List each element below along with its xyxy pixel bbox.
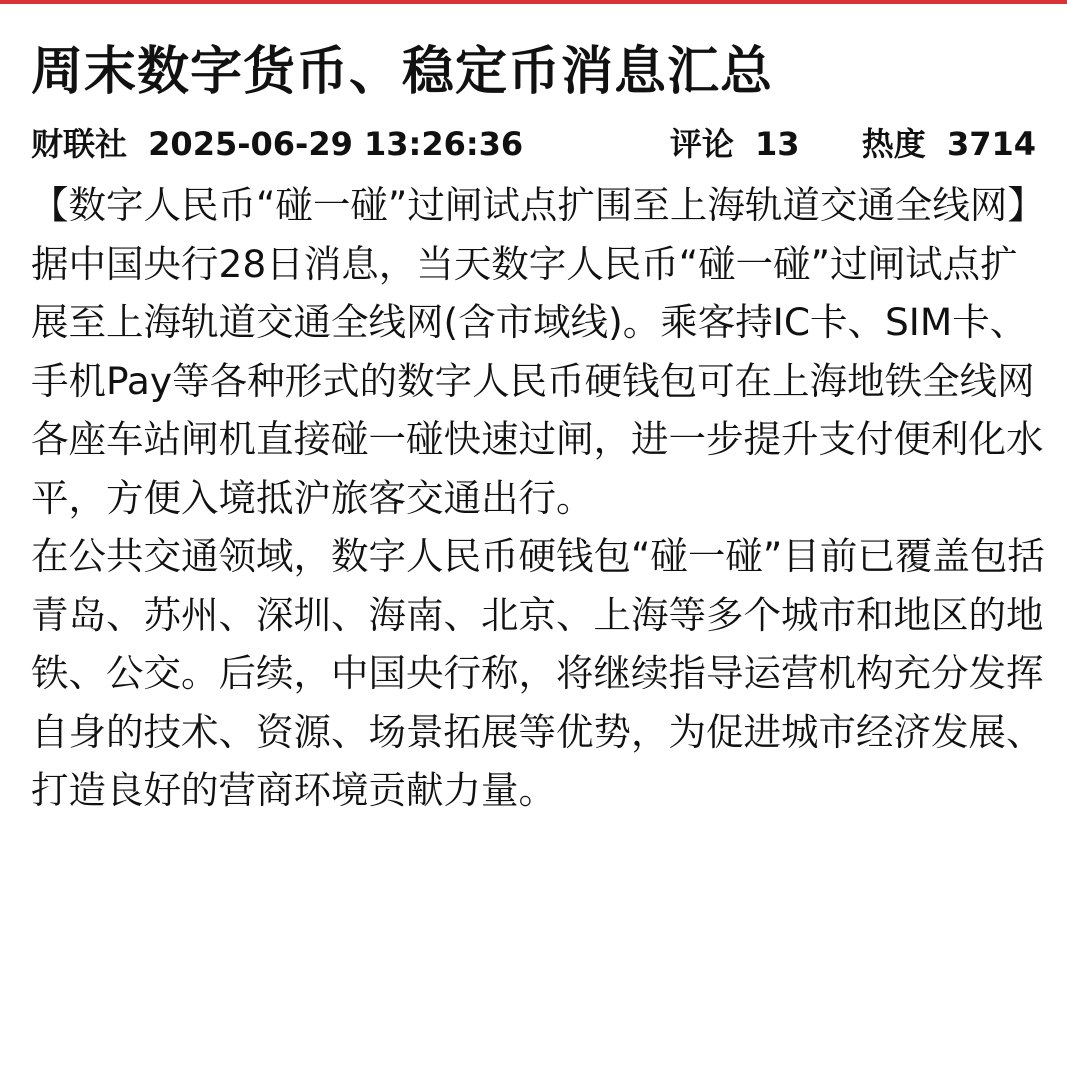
comments-label[interactable]: 评论 (669, 125, 734, 163)
meta-stats (670, 119, 1046, 165)
heat-label: 热度 (861, 125, 926, 163)
comments-count[interactable]: 13 (754, 125, 800, 163)
top-accent-bar (0, 0, 1067, 4)
meta-source-time (31, 119, 533, 165)
paragraph-headline: 【数字人民币“碰一碰”过闸试点扩围至上海轨道交通全线网】 (31, 183, 1045, 227)
article-title: 周末数字货币、稳定币消息汇总 (31, 42, 774, 102)
article-body (31, 176, 1046, 820)
article (31, 30, 1046, 820)
heat-count: 3714 (946, 125, 1036, 163)
paragraph: 据中国央行28日消息，当天数字人民币“碰一碰”过闸试点扩展至上海轨道交通全线网(含市域线)。乘客持IC卡、SIM卡、手机Pay等各种形式的数字人民币硬钱包可在上海地铁全线网各座车站闸机直接碰一碰快速过闸，进一步提升支付便利化水平，方便入境抵沪旅客交通出行。 (31, 241, 1044, 520)
publish-datetime: 2025-06-29 13:26:36 (148, 125, 524, 163)
paragraph: 在公共交通领域，数字人民币硬钱包“碰一碰”目前已覆盖包括青岛、苏州、深圳、海南、北京、上海等多个城市和地区的地铁、公交。后续，中国央行称，将继续指导运营机构充分发挥自身的技术、资源、场景拓展等优势，为促进城市经济发展、打造良好的营商环境贡献力量。 (31, 534, 1045, 812)
article-meta (31, 120, 1046, 164)
source-name[interactable]: 财联社 (31, 125, 128, 163)
